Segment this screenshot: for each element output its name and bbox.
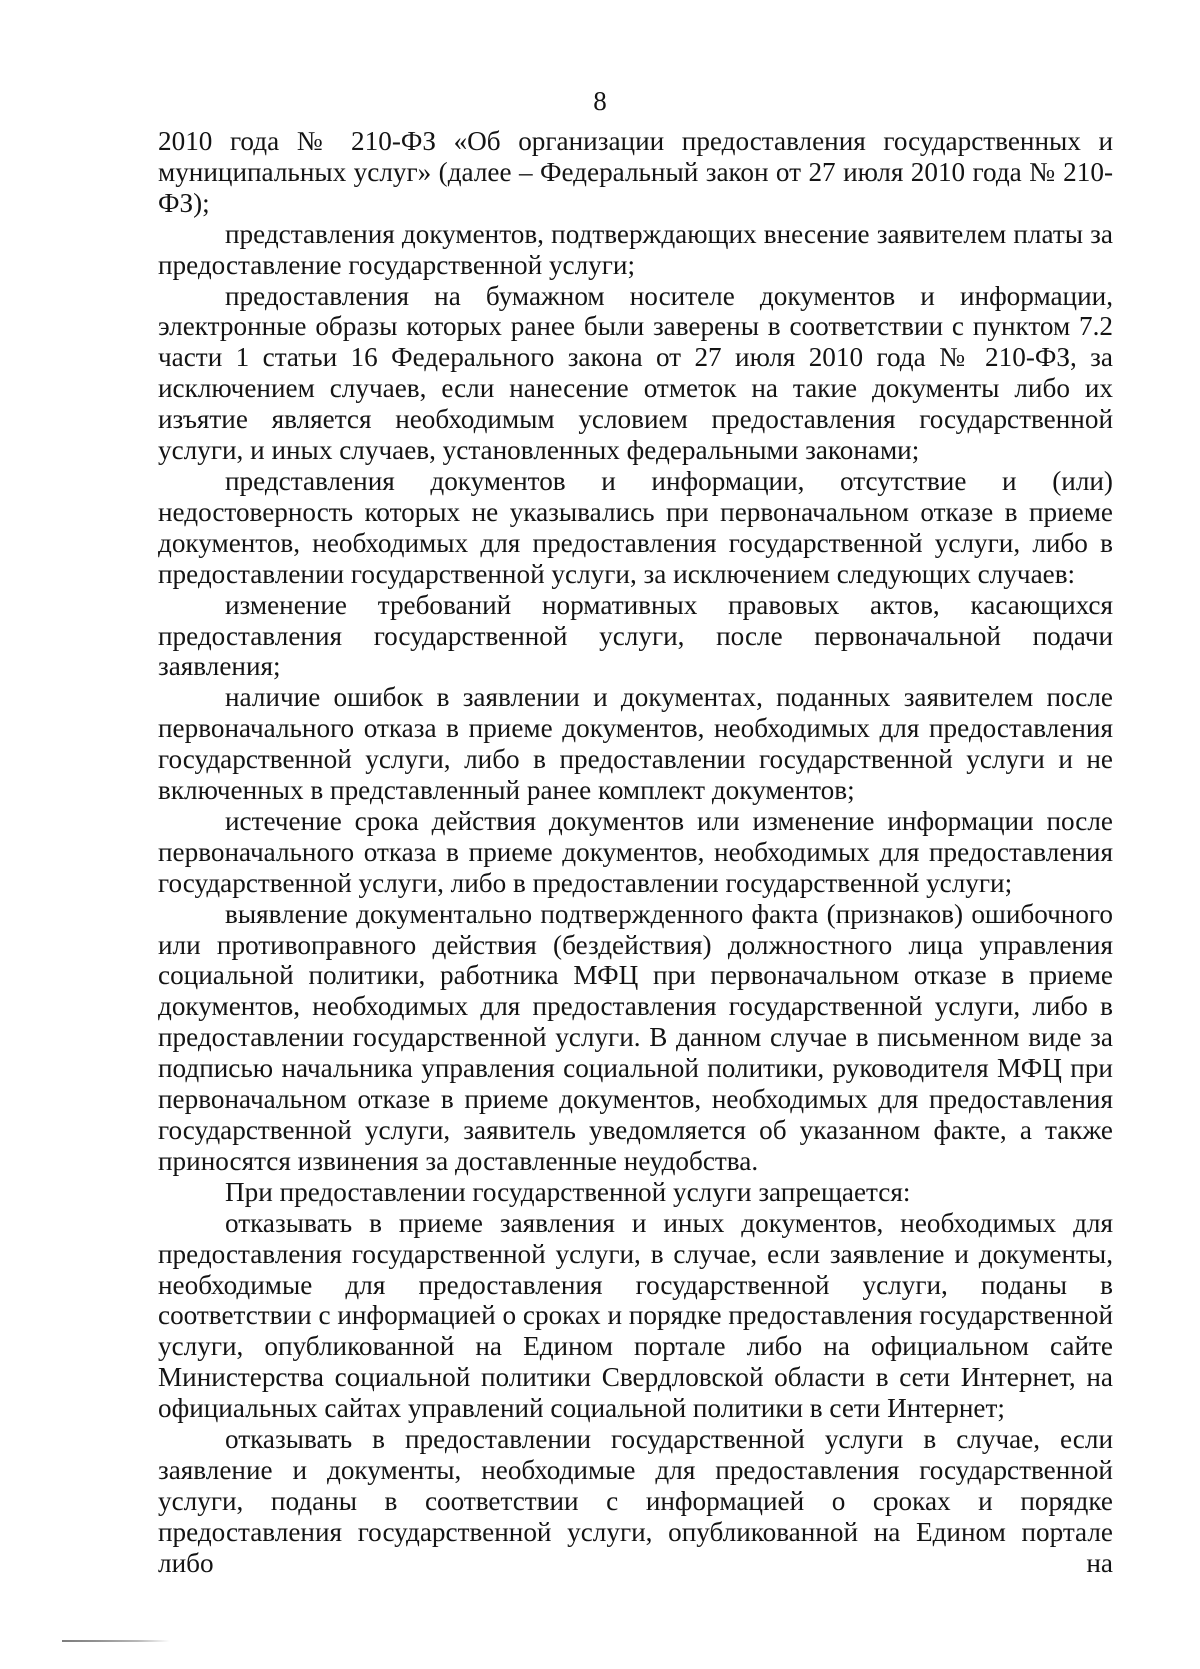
paragraph-8: выявление документально подтвержденного факта (признаков) ошибочного или противоправного действия (бездействия) должностного лица управления социальной политики, работника МФЦ при первоначальном отказе в приеме документов, необходимых для предоставления государственной услуги, либо в предоставлении государственной услуги. В данном случае в письменном виде за подписью начальника управления социальной политики, руководителя МФЦ при первоначальном отказе в приеме документов, необходимых для предоставления государственной услуги, заявитель уведомляется об указанном факте, а также приносятся извинения за доставленные неудобства. bbox=[158, 898, 1113, 1176]
document-body bbox=[158, 126, 1113, 1579]
paragraph-2: представления документов, подтверждающих внесение заявителем платы за предоставление государственной услуги; bbox=[158, 218, 1113, 280]
paragraph-7: истечение срока действия документов или изменение информации после первоначального отказа в приеме документов, необходимых для предоставления государственной услуги, либо в предоставлении государственной услуги; bbox=[158, 805, 1113, 898]
paragraph-10: отказывать в приеме заявления и иных документов, необходимых для предоставления государственной услуги, в случае, если заявление и документы, необходимые для предоставления государственной услуги, поданы в соответствии с информацией о сроках и порядке предоставления государственной услуги, опубликованной на Едином портале либо на официальном сайте Министерства социальной политики Свердловской области в сети Интернет, на официальных сайтах управлений социальной политики в сети Интернет; bbox=[158, 1207, 1113, 1424]
paragraph-5: изменение требований нормативных правовых актов, касающихся предоставления государственной услуги, после первоначальной подачи заявления; bbox=[158, 589, 1113, 682]
paragraph-9: При предоставлении государственной услуги запрещается: bbox=[225, 1176, 911, 1207]
paragraph-6: наличие ошибок в заявлении и документах, поданных заявителем после первоначального отказа в приеме документов, необходимых для предоставления государственной услуги, либо в предоставлении государственной услуги и не включенных в представленный ранее комплект документов; bbox=[158, 682, 1113, 806]
page-number: 8 bbox=[593, 86, 607, 116]
paragraph-4: представления документов и информации, отсутствие и (или) недостоверность которых не указывались при первоначальном отказе в приеме документов, необходимых для предоставления государственной услуги, либо в предоставлении государственной услуги, за исключением следующих случаев: bbox=[158, 465, 1113, 589]
paragraph-11: отказывать в предоставлении государственной услуги в случае, если заявление и документы, необходимые для предоставления государственной услуги, поданы в соответствии с информацией о сроках и порядке предоставления государственной услуги, опубликованной на Едином портале либо на bbox=[158, 1424, 1113, 1578]
paragraph-3: предоставления на бумажном носителе документов и информации, электронные образы которых ранее были заверены в соответствии с пунктом 7.2 части 1 статьи 16 Федерального закона от 27 июля 2010 года № 210-ФЗ, за исключением случаев, если нанесение отметок на такие документы либо их изъятие является необходимым условием предоставления государственной услуги, и иных случаев, установленных федеральными законами; bbox=[158, 280, 1113, 466]
scan-artifact-line bbox=[62, 1640, 170, 1642]
paragraph-1: 2010 года № 210-ФЗ «Об организации предоставления государственных и муниципальных услуг» (далее – Федеральный закон от 27 июля 2010 года № 210-ФЗ); bbox=[158, 126, 1113, 218]
